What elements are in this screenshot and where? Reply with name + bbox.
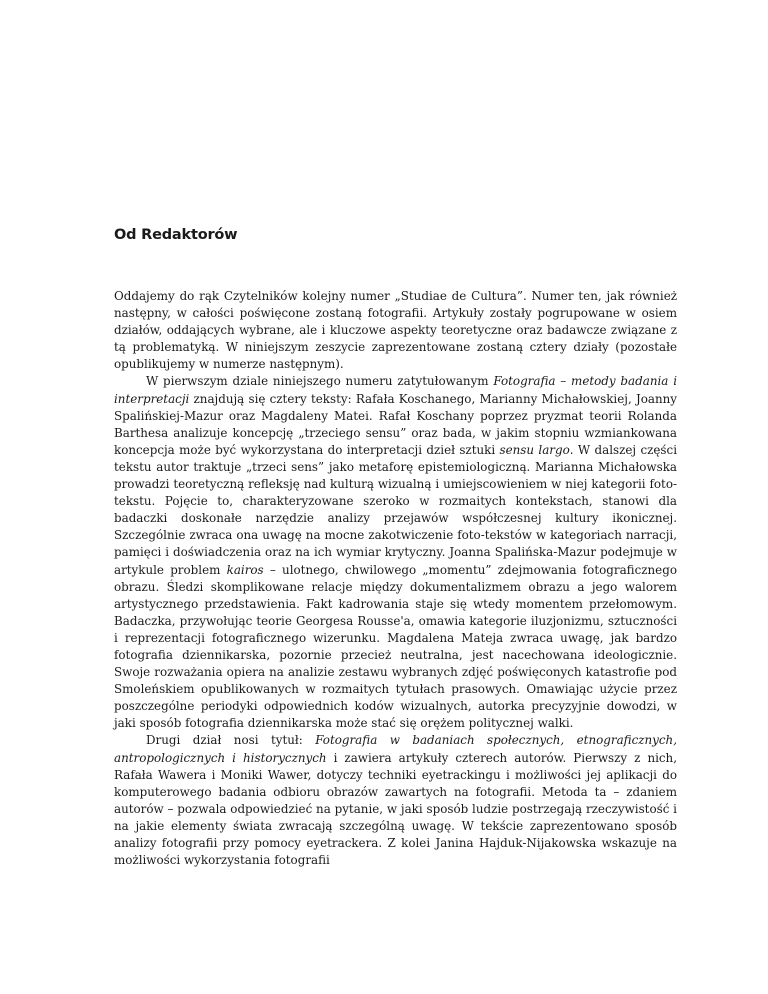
text-run: Drugi dział nosi tytuł: xyxy=(146,733,316,748)
text-run: znajdują się cztery teksty: Rafała Koschanego, Marianny Michałowskiej, Joanny Spalińskiej-Mazur oraz Magdaleny Matei. Rafał Koschany poprzez pryzmat teorii Rolanda Barthesa analizuje koncepcję „trzeciego sensu” oraz bada, w jakim stopniu wzmiankowana koncepcja może być wykorzystana do interpretacji dzieł sztuki xyxy=(114,391,677,457)
text-run: Oddajemy do rąk Czytelników kolejny numer „Studiae de Cultura”. Numer ten, jak również następny, w całości poświęcone zostaną fotografii. Artykuły zostały pogrupowane w osiem działów, oddających wybrane, ale i kluczowe aspekty teoretyczne oraz badawcze związane z tą problematyką. W niniejszym zeszycie zaprezentowane zostaną cztery działy (pozostałe opublikujemy w numerze następnym). xyxy=(114,289,677,372)
paragraph-2 xyxy=(114,373,677,732)
section-heading: Od Redaktorów xyxy=(114,227,238,243)
body-text xyxy=(114,288,677,869)
italic-text: Fotografia – metody badania i interpretacji xyxy=(114,374,677,406)
italic-text: kairos xyxy=(226,562,264,577)
paragraph-1 xyxy=(114,288,677,373)
text-run: i zawiera artykuły czterech autorów. Pierwszy z nich, Rafała Wawera i Moniki Wawer, dotyczy techniki eyetrackingu i możliwości jej aplikacji do komputerowego badania odbioru obrazów zawartych na fotografii. Metoda ta – zdaniem autorów – pozwala odpowiedzieć na pytanie, w jaki sposób ludzie postrzegają rzeczywistość i na jakie elementy świata zwracają szczególną uwagę. W tekście zaprezentowano sposób analizy fotografii przy pomocy eyetrackera. Z kolei Janina Hajduk-Nijakowska wskazuje na możliwości wykorzystania fotografii xyxy=(114,750,677,868)
text-run: . W dalszej części tekstu autor traktuje „trzeci sens” jako metaforę epistemiologiczną. Marianna Michałowska prowadzi teoretyczną refleksję nad kulturą wizualną i umiejscowieniem w niej kategorii foto-tekstu. Pojęcie to, charakteryzowane szeroko w rozmaitych kontekstach, stanowi dla badaczki doskonałe narzędzie analizy przejawów współczesnej kultury ikonicznej. Szczególnie zwraca ona uwagę na mocne zakotwiczenie foto-tekstów w kategoriach narracji, pamięci i doświadczenia oraz na ich wymiar krytyczny. Joanna Spalińska-Mazur podejmuje w artykule problem xyxy=(114,442,677,577)
italic-text: sensu largo xyxy=(499,442,570,457)
paragraph-3 xyxy=(114,732,677,869)
text-run: W pierwszym dziale niniejszego numeru zatytułowanym xyxy=(146,374,494,389)
italic-text: Fotografia w badaniach społecznych, etnograficznych, antropologicznych i historycznych xyxy=(114,733,677,765)
text-run: – ulotnego, chwilowego „momentu” zdejmowania fotograficznego obrazu. Śledzi skomplikowane relacje między dokumentalizmem obrazu a jego walorem artystycznego przedstawienia. Fakt kadrowania staje się wtedy momentem przełomowym. Badaczka, przywołując teorie Georgesa Rousse'a, omawia kategorie iluzjonizmu, sztuczności i reprezentacji fotograficznego wizerunku. Magdalena Mateja zwraca uwagę, jak bardzo fotografia dziennikarska, pozornie przecież neutralna, jest nacechowana ideologicznie. Swoje rozważania opiera na analizie zestawu wybranych zdjęć poświęconych katastrofie pod Smoleńskiem opublikowanych w rozmaitych tytułach prasowych. Omawiając użycie przez poszczególne periodyki odpowiednich kodów wizualnych, autorka precyzyjnie dowodzi, w jaki sposób fotografia dziennikarska może stać się orężem politycznej walki. xyxy=(114,562,677,731)
